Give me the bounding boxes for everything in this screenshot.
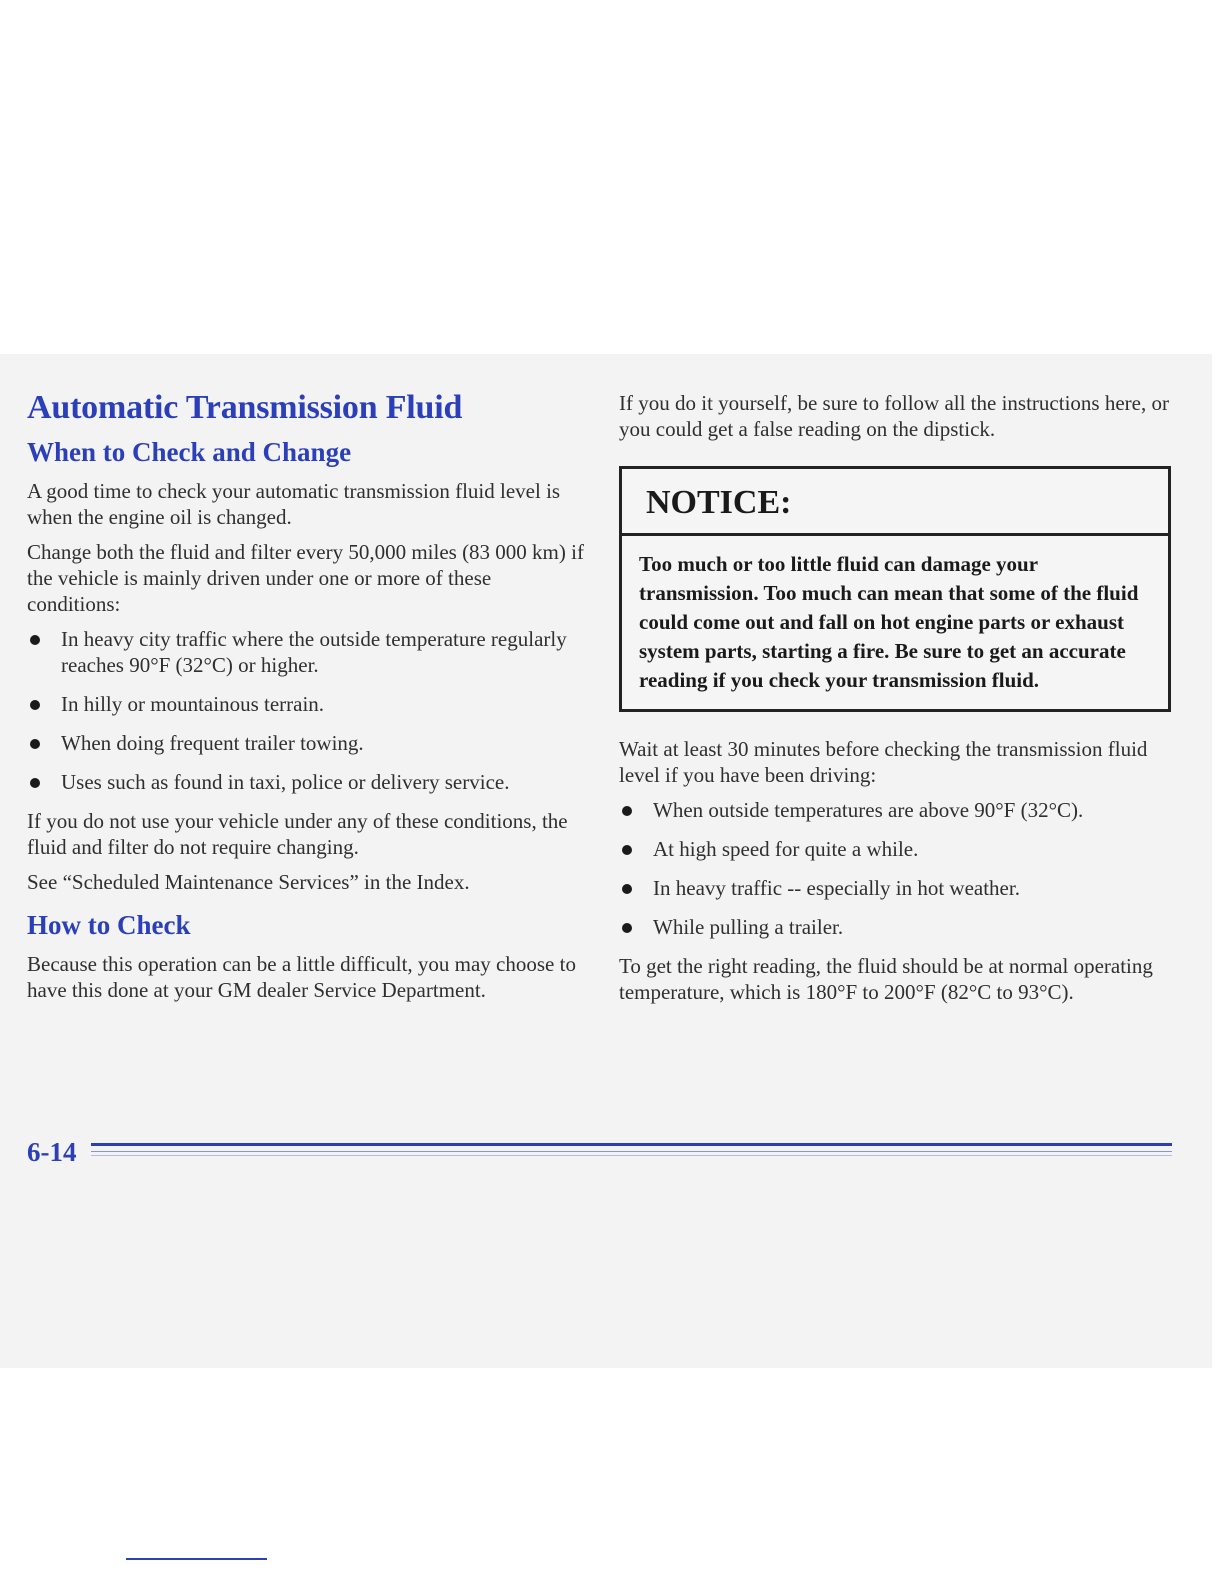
conditions-list (27, 626, 587, 795)
bullet-icon (30, 739, 40, 749)
paragraph-change-interval: Change both the fluid and filter every 50,000 miles (83 000 km) if the vehicle is mainly driven under one or more of these conditions: (27, 540, 584, 616)
list-item (619, 797, 1171, 823)
bullet-icon (622, 884, 632, 894)
section-heading-when-to-check: When to Check and Change (27, 437, 352, 467)
wait-conditions-list (619, 797, 1171, 940)
list-item-text: When doing frequent trailer towing. (61, 731, 364, 755)
paragraph-dealer: Because this operation can be a little difficult, you may choose to have this done at your GM dealer Service Department. (27, 952, 576, 1002)
footer-rule-thin (91, 1155, 1172, 1156)
list-item-text: At high speed for quite a while. (653, 837, 919, 861)
paragraph-wait: Wait at least 30 minutes before checking the transmission fluid level if you have been driving: (619, 737, 1148, 787)
list-item (619, 875, 1171, 901)
list-item (27, 626, 587, 678)
list-item-text: While pulling a trailer. (653, 915, 844, 939)
list-item-text: In hilly or mountainous terrain. (61, 692, 325, 716)
page-footer (27, 1134, 1172, 1174)
bottom-mark (126, 1558, 267, 1560)
list-item (27, 730, 587, 756)
paragraph-instructions: If you do it yourself, be sure to follow all the instructions here, or you could get a false reading on the dipstick. (619, 391, 1169, 441)
paragraph-no-change: If you do not use your vehicle under any of these conditions, the fluid and filter do not require changing. (27, 809, 568, 859)
page-title: Automatic Transmission Fluid (27, 389, 463, 426)
footer-rule-thin (91, 1151, 1172, 1152)
notice-text: Too much or too little fluid can damage your transmission. Too much can mean that some of the fluid could come out and fall on hot engine parts or exhaust system parts, starting a fire. Be sure to get an accurate reading if you check your transmission fluid. (639, 552, 1139, 692)
bullet-icon (30, 778, 40, 788)
list-item (27, 691, 587, 717)
bullet-icon (30, 635, 40, 645)
footer-rule (91, 1143, 1172, 1146)
right-column (619, 390, 1171, 1014)
bullet-icon (622, 845, 632, 855)
list-item-text: In heavy city traffic where the outside temperature regularly reaches 90°F (32°C) or higher. (61, 627, 567, 677)
list-item (619, 914, 1171, 940)
notice-title: NOTICE: (622, 469, 1168, 536)
list-item-text: When outside temperatures are above 90°F (32°C). (653, 798, 1084, 822)
bullet-icon (622, 806, 632, 816)
paragraph-check-time: A good time to check your automatic transmission fluid level is when the engine oil is changed. (27, 479, 561, 529)
list-item-text: In heavy traffic -- especially in hot weather. (653, 876, 1020, 900)
page-number: 6-14 (27, 1137, 77, 1167)
section-heading-how-to-check: How to Check (27, 910, 191, 940)
list-item (619, 836, 1171, 862)
left-column (27, 388, 587, 1012)
bullet-icon (30, 700, 40, 710)
paragraph-see-index: See “Scheduled Maintenance Services” in the Index. (27, 870, 470, 894)
paragraph-temperature: To get the right reading, the fluid should be at normal operating temperature, which is 180°F to 200°F (82°C to 93°C). (619, 954, 1153, 1004)
list-item-text: Uses such as found in taxi, police or delivery service. (61, 770, 510, 794)
bullet-icon (622, 923, 632, 933)
notice-box (619, 466, 1171, 712)
list-item (27, 769, 587, 795)
